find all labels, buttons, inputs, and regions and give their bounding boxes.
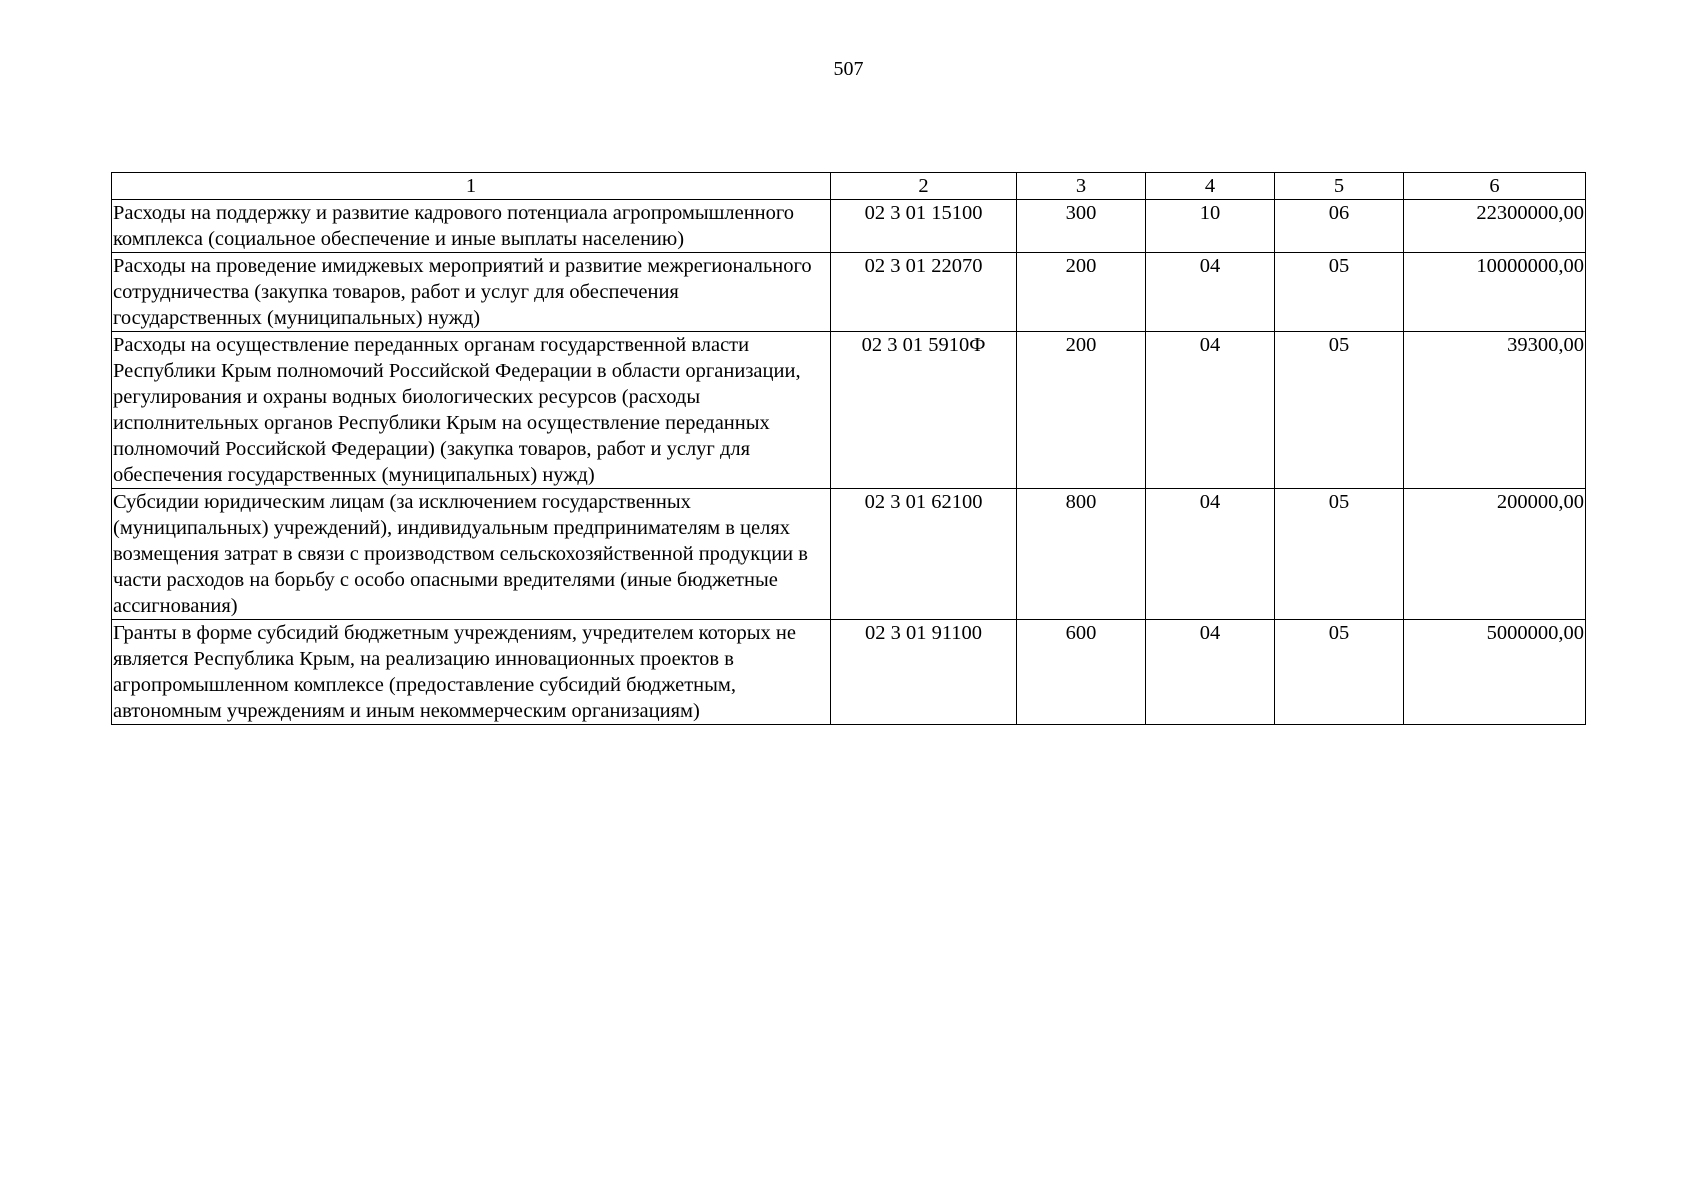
row-section: 10 bbox=[1146, 200, 1275, 253]
column-header-1: 1 bbox=[112, 173, 831, 200]
row-subsection: 05 bbox=[1275, 489, 1404, 620]
table-row bbox=[112, 253, 1586, 332]
row-target-code: 02 3 01 62100 bbox=[831, 489, 1017, 620]
row-description: Расходы на проведение имиджевых мероприятий и развитие межрегионального сотрудничества (закупка товаров, работ и услуг для обеспечения государственных (муниципальных) нужд) bbox=[112, 253, 831, 332]
page-number: 507 bbox=[833, 58, 864, 80]
row-subsection: 05 bbox=[1275, 620, 1404, 725]
row-description: Гранты в форме субсидий бюджетным учреждениям, учредителем которых не является Республика Крым, на реализацию инновационных проектов в агропромышленном комплексе (предоставление субсидий бюджетным, автономным учреждениям и иным некоммерческим организациям) bbox=[112, 620, 831, 725]
row-description: Субсидии юридическим лицам (за исключением государственных (муниципальных) учреждений), индивидуальным предпринимателям в целях возмещения затрат в связи с производством сельскохозяйственной продукции в части расходов на борьбу с особо опасными вредителями (иные бюджетные ассигнования) bbox=[112, 489, 831, 620]
row-section: 04 bbox=[1146, 253, 1275, 332]
row-section: 04 bbox=[1146, 332, 1275, 489]
row-description: Расходы на осуществление переданных органам государственной власти Республики Крым полномочий Российской Федерации в области организации, регулирования и охраны водных биологических ресурсов (расходы исполнительных органов Республики Крым на осуществление переданных полномочий Российской Федерации) (закупка товаров, работ и услуг для обеспечения государственных (муниципальных) нужд) bbox=[112, 332, 831, 489]
row-section: 04 bbox=[1146, 489, 1275, 620]
budget-table bbox=[111, 172, 1586, 725]
row-expense-type: 300 bbox=[1017, 200, 1146, 253]
table-row bbox=[112, 200, 1586, 253]
row-subsection: 05 bbox=[1275, 253, 1404, 332]
row-amount: 5000000,00 bbox=[1404, 620, 1586, 725]
column-header-4: 4 bbox=[1146, 173, 1275, 200]
column-header-3: 3 bbox=[1017, 173, 1146, 200]
row-expense-type: 600 bbox=[1017, 620, 1146, 725]
row-description: Расходы на поддержку и развитие кадрового потенциала агропромышленного комплекса (социальное обеспечение и иные выплаты населению) bbox=[112, 200, 831, 253]
row-target-code: 02 3 01 15100 bbox=[831, 200, 1017, 253]
row-amount: 22300000,00 bbox=[1404, 200, 1586, 253]
row-target-code: 02 3 01 91100 bbox=[831, 620, 1017, 725]
row-expense-type: 800 bbox=[1017, 489, 1146, 620]
table-header-row bbox=[112, 173, 1586, 200]
table-row bbox=[112, 620, 1586, 725]
row-target-code: 02 3 01 5910Ф bbox=[831, 332, 1017, 489]
row-expense-type: 200 bbox=[1017, 332, 1146, 489]
row-amount: 200000,00 bbox=[1404, 489, 1586, 620]
column-header-2: 2 bbox=[831, 173, 1017, 200]
row-expense-type: 200 bbox=[1017, 253, 1146, 332]
table-row bbox=[112, 489, 1586, 620]
column-header-5: 5 bbox=[1275, 173, 1404, 200]
row-amount: 39300,00 bbox=[1404, 332, 1586, 489]
table-row bbox=[112, 332, 1586, 489]
row-target-code: 02 3 01 22070 bbox=[831, 253, 1017, 332]
column-header-6: 6 bbox=[1404, 173, 1586, 200]
row-subsection: 06 bbox=[1275, 200, 1404, 253]
row-amount: 10000000,00 bbox=[1404, 253, 1586, 332]
row-section: 04 bbox=[1146, 620, 1275, 725]
row-subsection: 05 bbox=[1275, 332, 1404, 489]
